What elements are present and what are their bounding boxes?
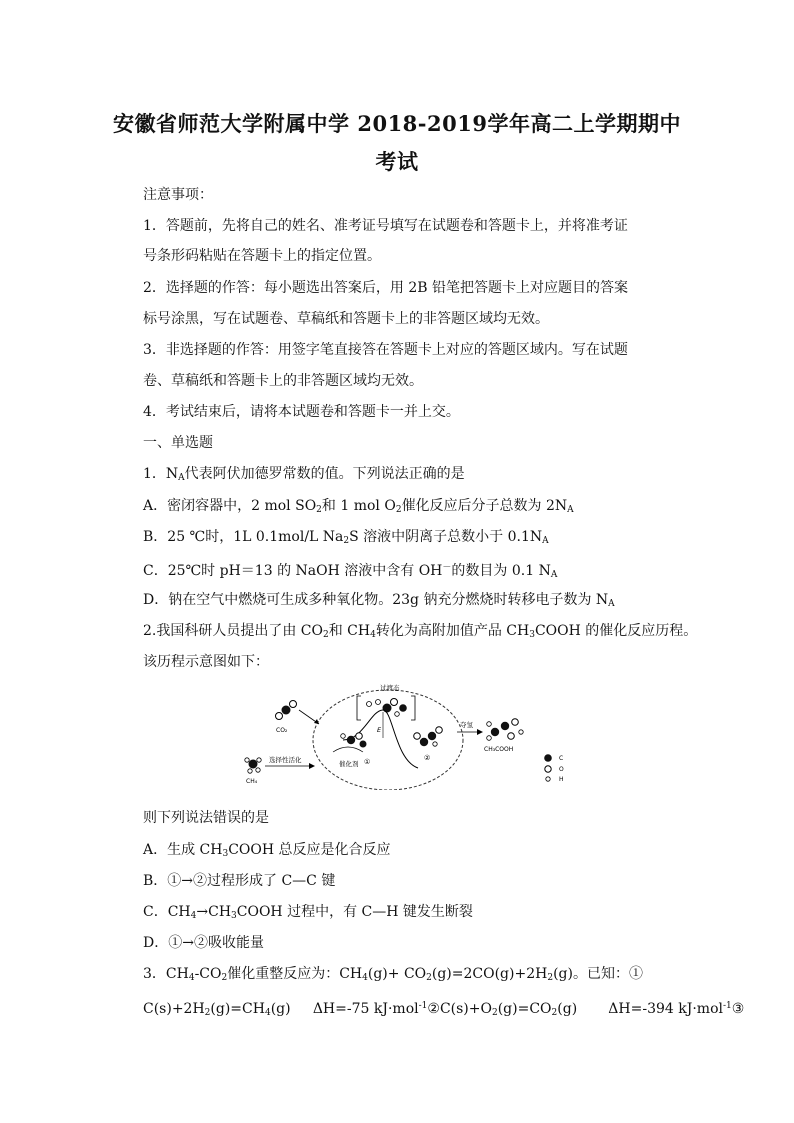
sub: 3 xyxy=(231,911,237,921)
notice-item-3b: 卷、草稿纸和答题卡上的非答题区域均无效。 xyxy=(143,373,423,389)
sub: 2 xyxy=(395,505,402,515)
sub: A xyxy=(550,570,558,580)
arrowhead xyxy=(309,763,315,769)
notice-item-2a: 2．选择题的作答：每小题选出答案后，用 2B 铅笔把答题卡上对应题目的答案 xyxy=(143,280,629,296)
c-atom xyxy=(420,738,428,746)
text: (g) ΔH=-394 kJ·mol xyxy=(557,1001,723,1017)
q1-option-d xyxy=(143,590,663,614)
product-label: CH₃COOH xyxy=(484,746,514,753)
text: C(s)+2H xyxy=(143,1001,205,1017)
q2-stem-b: 该历程示意图如下： xyxy=(143,654,269,670)
text: COOH 的催化反应历程。 xyxy=(534,623,698,639)
h-atom xyxy=(256,768,260,772)
sub: A xyxy=(542,536,549,546)
c-atom xyxy=(347,736,355,744)
reaction-diagram xyxy=(243,680,573,790)
bracket-left xyxy=(357,696,361,720)
sub: A xyxy=(608,599,615,609)
text: 和 1 mol O xyxy=(321,498,396,514)
q2-option-b: B．①→②过程形成了 C—C 键 xyxy=(143,873,336,889)
text: 的数目为 0.1 N xyxy=(451,563,551,579)
sub: 2 xyxy=(491,1008,498,1018)
c-atom xyxy=(428,732,436,740)
transition-label: 过渡态 xyxy=(380,684,400,692)
q2-option-c xyxy=(143,902,663,926)
c-atom xyxy=(383,704,392,713)
legend-h-label: H xyxy=(559,776,564,783)
h-atom xyxy=(519,730,523,734)
h-atom xyxy=(487,722,492,727)
o-atom xyxy=(436,727,443,734)
o-atom xyxy=(356,733,363,740)
text: A．密闭容器中，2 mol SO xyxy=(143,498,317,514)
text: COOH 过程中，有 C—H 键发生断裂 xyxy=(236,904,473,920)
o-atom xyxy=(290,701,297,708)
text: 3．CH xyxy=(143,966,189,982)
c-atom xyxy=(249,760,258,769)
text: D．钠在空气中燃烧可生成多种氧化物。23g 钠充分燃烧时转移电子数为 N xyxy=(143,592,609,608)
text: 和 CH xyxy=(328,623,371,639)
sub: 2 xyxy=(204,1008,211,1018)
text: (g)=2CO(g)+2H xyxy=(431,966,548,982)
text: B．25 ℃时，1L 0.1mol/L Na xyxy=(143,529,344,545)
notice-item-1b: 号条形码粘贴在答题卡上的指定位置。 xyxy=(143,248,381,264)
text: (g)=CH xyxy=(210,1001,265,1017)
text: -CO xyxy=(194,966,222,982)
text: A．生成 CH xyxy=(143,842,223,858)
q3-line1 xyxy=(143,964,663,988)
text: C．CH xyxy=(143,904,191,920)
o-atom xyxy=(391,699,398,706)
sub: 2 xyxy=(323,630,329,640)
q1-stem xyxy=(143,464,663,488)
text: 催化反应后分子总数为 2N xyxy=(401,498,568,514)
text: COOH 总反应是化合反应 xyxy=(228,842,391,858)
ch4-molecule xyxy=(245,758,261,773)
sub: 4 xyxy=(362,973,368,983)
sub: 2 xyxy=(343,536,350,546)
co2-molecule xyxy=(276,701,297,720)
sub: 2 xyxy=(221,973,228,983)
co2-label: CO₂ xyxy=(276,727,288,734)
doc-title-line2: 考试 xyxy=(375,149,419,174)
h-atom xyxy=(248,769,252,773)
h-atom xyxy=(395,712,400,717)
h-atom xyxy=(245,758,249,762)
h-atom xyxy=(376,700,381,705)
catalyst-label: 催化剂 xyxy=(339,760,359,768)
text: 2.我国科研人员提出了由 CO xyxy=(143,623,323,639)
h-atom xyxy=(341,734,346,739)
notice-item-2b: 标号涂黑，写在试题卷、草稿纸和答题卡上的非答题区域均无效。 xyxy=(143,311,549,327)
step1-label: ① xyxy=(364,758,371,766)
q2-option-a xyxy=(143,840,663,864)
q1-stem-post: 代表阿伏加德罗常数的值。下列说法正确的是 xyxy=(184,466,465,482)
acetic-acid-molecule xyxy=(487,719,523,741)
sub: 3 xyxy=(529,630,535,640)
sub: 4 xyxy=(190,911,197,921)
sub: 2 xyxy=(547,973,554,983)
q1-option-c xyxy=(143,558,663,585)
h-atom xyxy=(433,742,437,746)
sup: -1 xyxy=(418,1001,428,1011)
q2-option-d: D．①→②吸收能量 xyxy=(143,935,264,951)
text: ③ xyxy=(731,1001,745,1017)
ea-label: E xyxy=(377,726,382,734)
c-atom xyxy=(491,728,499,736)
legend-c-label: C xyxy=(559,755,564,762)
q3-line2 xyxy=(143,996,745,1023)
atom-legend xyxy=(544,754,564,783)
legend-o-label: O xyxy=(559,766,564,773)
sup: － xyxy=(442,563,452,573)
o-atom xyxy=(276,713,283,720)
text: 催化重整反应为：CH xyxy=(227,966,363,982)
text: S 溶液中阴离子总数小于 0.1N xyxy=(349,529,543,545)
q2-stem-a xyxy=(143,621,698,645)
q2-prompt: 则下列说法错误的是 xyxy=(143,810,269,826)
text: (g)=CO xyxy=(497,1001,552,1017)
legend-c-icon xyxy=(544,754,552,762)
h-atom xyxy=(257,758,261,762)
legend-o-icon xyxy=(545,766,551,772)
ch4-label: CH₄ xyxy=(246,778,258,785)
sub: 2 xyxy=(316,505,322,515)
sub: 4 xyxy=(264,1008,271,1018)
legend-h-icon xyxy=(546,777,550,781)
sup: -1 xyxy=(722,1001,732,1011)
text: (g)。已知：① xyxy=(553,966,643,982)
sub: 3 xyxy=(222,849,229,859)
intermediate-2 xyxy=(414,727,443,747)
arrowhead xyxy=(477,729,483,735)
hydrogen-take-label: 夺氢 xyxy=(460,721,473,729)
bracket-right xyxy=(411,696,415,720)
h-atom xyxy=(367,702,372,707)
selective-activation-label: 选择性活化 xyxy=(269,756,302,764)
section-heading: 一、单选题 xyxy=(143,435,213,451)
text: C．25℃时 pH＝13 的 NaOH 溶液中含有 OH xyxy=(143,563,443,579)
text: ②C(s)+O xyxy=(427,1001,492,1017)
h-atom xyxy=(487,736,492,741)
text: (g)+ CO xyxy=(367,966,427,982)
c-atom xyxy=(360,741,367,748)
q1-option-a xyxy=(143,496,663,520)
o-atom xyxy=(512,719,519,726)
q1-option-b xyxy=(143,527,663,551)
notice-heading: 注意事项： xyxy=(143,187,213,203)
notice-item-4: 4．考试结束后，请将本试题卷和答题卡一并上交。 xyxy=(143,404,460,420)
text: (g) ΔH=-75 kJ·mol xyxy=(270,1001,419,1017)
sub: 4 xyxy=(188,973,195,983)
notice-item-1a: 1．答题前，先将自己的姓名、准考证号填写在试题卷和答题卡上，并将准考证 xyxy=(143,218,628,234)
transition-molecule xyxy=(367,699,407,717)
c-atom xyxy=(282,706,291,715)
c-atom xyxy=(399,704,407,712)
sub: 4 xyxy=(370,630,376,640)
sub: 2 xyxy=(551,1008,558,1018)
q1-stem-sub: A xyxy=(178,473,185,483)
text: →CH xyxy=(196,904,232,920)
q1-stem-pre: 1．N xyxy=(143,466,179,482)
step2-label: ② xyxy=(424,754,431,762)
o-atom xyxy=(508,733,515,740)
c-atom xyxy=(501,722,509,730)
o-atom xyxy=(414,733,421,740)
sub: A xyxy=(567,505,574,515)
notice-item-3a: 3．非选择题的作答：用签字笔直接答在答题卡上对应的答题区域内。写在试题 xyxy=(143,342,628,358)
catalyst-surface xyxy=(333,747,363,752)
sub: 2 xyxy=(426,973,432,983)
text: 转化为高附加值产品 CH xyxy=(375,623,530,639)
doc-title-line1: 安徽省师范大学附属中学 2018-2019学年高二上学期期中 xyxy=(113,111,681,136)
